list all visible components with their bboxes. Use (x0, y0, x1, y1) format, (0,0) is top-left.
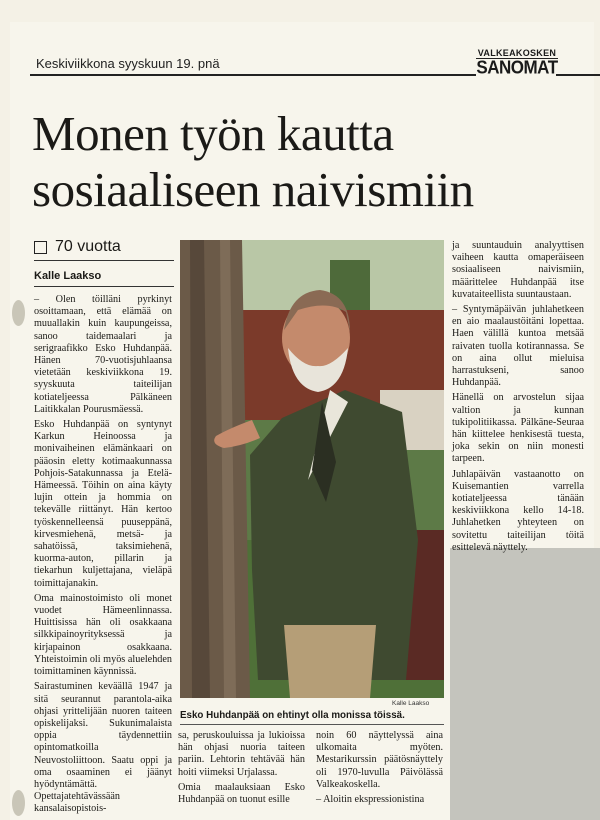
masthead-bottom: SANOMAT (476, 57, 558, 78)
text-column-2 (452, 240, 584, 557)
square-bullet-icon (34, 241, 47, 254)
paragraph: – Syntymäpäivän juhlahetkeen en aio maalaustöitäni lopettaa. Haen välillä kuntoa metsää raivaten tuolla kotirannassa. Se on aina ollut mieluisa harrastukseni, sanoo Huhdanpää. (452, 304, 584, 389)
text-column-4 (316, 730, 443, 809)
paragraph: – Aloitin ekspressionistina (316, 794, 425, 806)
text-column-3 (178, 730, 305, 809)
paragraph: Juhlapäivän vastaanotto on Kuisemantien varrella kotiateljeessa tänään keskiviikkona kello 14-18. Juhlahetken yhteyteen on sovitettu taiteilijan töitä esittelevä näyttely. (452, 468, 584, 553)
masthead-top: VALKEAKOSKEN (477, 48, 557, 58)
text-column-1 (34, 294, 172, 819)
masthead (476, 48, 558, 76)
photo-credit: Kalle Laakso (392, 700, 430, 707)
binder-hole (12, 790, 25, 816)
paragraph: Hänellä on arvostelun sijaa valtion ja kunnan tukipolitiikassa. Pälkäne-Seuraa hän kiittelee henkisestä tuesta, joka sekin on niin monesti tarpeen. (452, 392, 584, 465)
photo-caption: Esko Huhdanpää on ehtinyt olla monissa töissä. (180, 710, 405, 721)
headline-line: Monen työn kautta (32, 106, 394, 161)
paragraph: – Olen töilläni pyrkinyt osoittamaan, että elämää on muuallakin kuin kaupungeissa, sanoo taidemaalari ja serigraafikko Esko Huhdanpää. Hänen 70-vuotisjuhlaansa vietetään keskiviikkona 19. syyskuuta taiteilijan kotiateljeessa Pälkäneen Laitikkalan Pourusmäessä. (34, 294, 172, 415)
portrait-illustration (180, 240, 444, 698)
portrait-photo (180, 240, 444, 698)
scan-background (450, 548, 600, 820)
header-rule (30, 74, 476, 76)
paragraph: Oma mainostoimisto oli monet vuodet Hämeenlinnassa. Huittisissa hän oli osakkaana silkkipainoyrityksessä ja kirjapainon osakkaana. Yhteistoimin oli myös aluelehden toimittaminen käynnissä. (34, 592, 172, 678)
caption-rule (180, 724, 444, 725)
byline: Kalle Laakso (34, 270, 102, 282)
paragraph: Omia maalauksiaan Esko Huhdanpää on tuonut esille (178, 781, 305, 806)
kicker (34, 238, 121, 256)
binder-hole (12, 300, 25, 326)
paragraph: ja suuntauduin analyyttisen vaiheen kautta omaperäiseen sosiaaliseen naivismiin, määrittelee Huhdanpää itse kuvataiteellista suuntaustaan. (452, 240, 584, 300)
dateline: Keskiviikkona syyskuun 19. pnä (36, 56, 220, 71)
paragraph: sa, peruskouluissa ja lukioissa hän ohjasi nuoria taiteen pariin. Lehtorin tehtävää hän hoiti viimeksi Urjalassa. (178, 730, 305, 778)
kicker-rule (34, 260, 174, 261)
paragraph: Esko Huhdanpää on syntynyt Karkun Heinoossa ja monivaiheinen elämänkaari on pääosin eletty kotimaakunnassa Pohjois-Satakunnassa ja Etelä-Hämeessä. Töihin on aina käyty lujin ottein ja hommia on tekevälle riittänyt. Hän kertoo työskennelleensä puuseppänä, kirvesmiehenä, metsä- ja sahatöissä, taksimiehenä, kuorma-auton, pillarin ja tiekarhun kuljettajana, vieläpä toimittajanakin. (34, 419, 172, 589)
paragraph: Sairastuminen keväällä 1947 ja sitä seurannut parantola-aika ohjasi yrittelijään nuoren taiteen opiskelijaksi. Sukunimalaista oppia täydennettiin opintomatkoilla Neuvostoliittoon. Saatu oppi ja oma osaaminen ei jäänyt hyödyntämättä. Opettajatehtävässään kansalaisopistois- (34, 681, 172, 815)
header-rule (556, 74, 600, 76)
paragraph: noin 60 näyttelyssä aina ulkomaita myöten. Mestarikurssin päätösnäyttely oli 1970-luvulla Päivölässä Valkeakoskella. (316, 730, 443, 790)
kicker-text: 70 vuotta (55, 238, 121, 255)
headline-line: sosiaaliseen naivismiin (32, 162, 474, 217)
byline-rule (34, 286, 174, 287)
headline (32, 106, 592, 218)
